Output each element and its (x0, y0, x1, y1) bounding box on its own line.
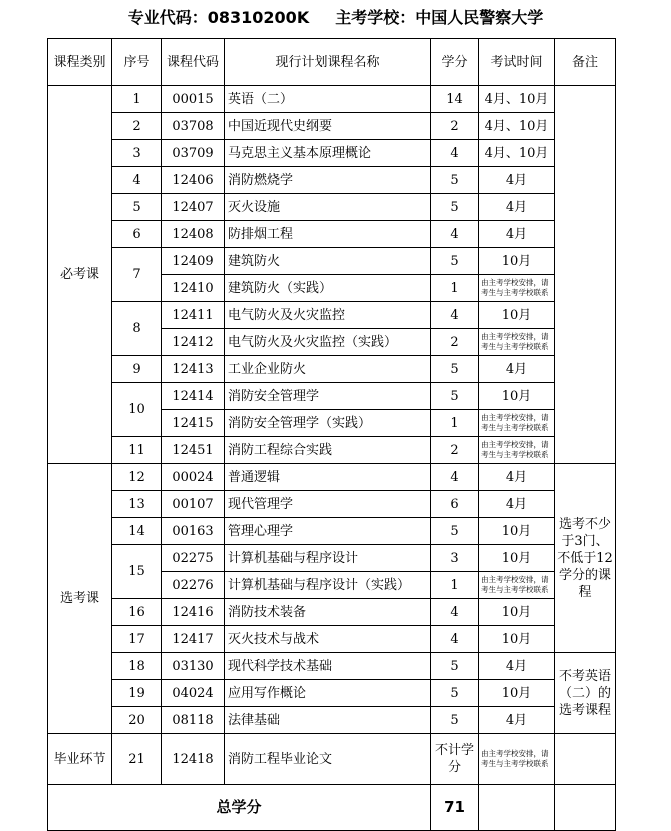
credit-cell: 2 (431, 329, 479, 356)
course-code-cell: 12418 (162, 734, 225, 785)
credit-cell: 2 (431, 437, 479, 464)
table-row (48, 113, 616, 140)
note-cell-graduation (555, 734, 616, 785)
table-row (48, 437, 616, 464)
seq-cell: 11 (112, 437, 162, 464)
col-header-code: 课程代码 (162, 39, 225, 86)
exam-time-cell: 10月 (479, 518, 555, 545)
exam-time-cell: 10月 (479, 545, 555, 572)
course-name-cell: 灭火技术与战术 (225, 626, 431, 653)
table-row (48, 734, 616, 785)
credit-cell: 5 (431, 653, 479, 680)
note-cell-required (555, 86, 616, 464)
exam-time-cell: 10月 (479, 626, 555, 653)
table-row (48, 707, 616, 734)
total-label: 总学分 (48, 785, 431, 831)
exam-time-cell: 4月 (479, 491, 555, 518)
col-header-note: 备注 (555, 39, 616, 86)
course-name-cell: 电气防火及火灾监控 (225, 302, 431, 329)
course-code-cell: 12415 (162, 410, 225, 437)
exam-time-cell: 10月 (479, 383, 555, 410)
col-header-category: 课程类别 (48, 39, 112, 86)
course-code-cell: 00163 (162, 518, 225, 545)
exam-time-cell: 由主考学校安排，请考生与主考学校联系 (479, 437, 555, 464)
seq-cell: 2 (112, 113, 162, 140)
seq-cell: 12 (112, 464, 162, 491)
col-header-credit: 学分 (431, 39, 479, 86)
exam-time-cell: 由主考学校安排，请考生与主考学校联系 (479, 572, 555, 599)
table-row (48, 248, 616, 275)
exam-time-cell: 由主考学校安排，请考生与主考学校联系 (479, 410, 555, 437)
table-row (48, 599, 616, 626)
exam-time-cell: 4月、10月 (479, 86, 555, 113)
seq-cell: 19 (112, 680, 162, 707)
course-name-cell: 消防燃烧学 (225, 167, 431, 194)
major-code: 专业代码：08310200K (127, 8, 310, 27)
exam-time-cell: 10月 (479, 302, 555, 329)
category-required: 必考课 (48, 86, 112, 464)
exam-time-cell: 4月 (479, 221, 555, 248)
credit-cell: 14 (431, 86, 479, 113)
table-row (48, 221, 616, 248)
course-code-cell: 12408 (162, 221, 225, 248)
seq-cell: 16 (112, 599, 162, 626)
table-row (48, 491, 616, 518)
col-header-seq: 序号 (112, 39, 162, 86)
note-elective-a: 选考不少于3门、不低于12学分的课程 (555, 464, 616, 653)
seq-cell: 17 (112, 626, 162, 653)
credit-cell: 4 (431, 221, 479, 248)
page-title (0, 6, 671, 30)
course-code-cell: 08118 (162, 707, 225, 734)
credit-cell: 3 (431, 545, 479, 572)
course-code-cell: 12407 (162, 194, 225, 221)
table-row (48, 626, 616, 653)
course-name-cell: 现代科学技术基础 (225, 653, 431, 680)
exam-time-cell: 10月 (479, 680, 555, 707)
table-row (48, 86, 616, 113)
course-code-cell: 12417 (162, 626, 225, 653)
course-code-cell: 12412 (162, 329, 225, 356)
seq-cell: 4 (112, 167, 162, 194)
exam-time-cell: 由主考学校安排，请考生与主考学校联系 (479, 275, 555, 302)
course-name-cell: 应用写作概论 (225, 680, 431, 707)
exam-time-cell: 由主考学校安排，请考生与主考学校联系 (479, 734, 555, 785)
course-name-cell: 电气防火及火灾监控（实践） (225, 329, 431, 356)
course-name-cell: 消防技术装备 (225, 599, 431, 626)
course-name-cell: 中国近现代史纲要 (225, 113, 431, 140)
seq-cell: 9 (112, 356, 162, 383)
seq-cell: 8 (112, 302, 162, 356)
exam-time-cell: 4月 (479, 356, 555, 383)
course-code-cell: 12409 (162, 248, 225, 275)
credit-cell: 6 (431, 491, 479, 518)
table-row (48, 383, 616, 410)
seq-cell: 3 (112, 140, 162, 167)
credit-cell: 5 (431, 194, 479, 221)
course-name-cell: 建筑防火 (225, 248, 431, 275)
table-row (48, 518, 616, 545)
course-name-cell: 管理心理学 (225, 518, 431, 545)
seq-cell: 7 (112, 248, 162, 302)
course-name-cell: 消防工程毕业论文 (225, 734, 431, 785)
col-header-time: 考试时间 (479, 39, 555, 86)
course-code-cell: 00015 (162, 86, 225, 113)
credit-cell: 4 (431, 626, 479, 653)
seq-cell: 6 (112, 221, 162, 248)
course-code-cell: 12416 (162, 599, 225, 626)
course-code-cell: 03130 (162, 653, 225, 680)
credit-cell: 5 (431, 167, 479, 194)
credit-cell: 4 (431, 140, 479, 167)
course-code-cell: 00107 (162, 491, 225, 518)
course-code-cell: 02275 (162, 545, 225, 572)
course-name-cell: 工业企业防火 (225, 356, 431, 383)
course-code-cell: 03708 (162, 113, 225, 140)
exam-time-cell: 4月 (479, 653, 555, 680)
category-graduation: 毕业环节 (48, 734, 112, 785)
credit-cell: 5 (431, 518, 479, 545)
exam-school: 主考学校：中国人民警察大学 (335, 8, 544, 27)
table-row (48, 140, 616, 167)
total-empty-note (555, 785, 616, 831)
table-row (48, 167, 616, 194)
credit-cell: 不计学分 (431, 734, 479, 785)
col-header-name: 现行计划课程名称 (225, 39, 431, 86)
course-code-cell: 12406 (162, 167, 225, 194)
course-code-cell: 04024 (162, 680, 225, 707)
course-name-cell: 建筑防火（实践） (225, 275, 431, 302)
exam-time-cell: 10月 (479, 248, 555, 275)
course-name-cell: 英语（二） (225, 86, 431, 113)
course-code-cell: 12413 (162, 356, 225, 383)
seq-cell: 13 (112, 491, 162, 518)
category-elective: 选考课 (48, 464, 112, 734)
course-name-cell: 计算机基础与程序设计 (225, 545, 431, 572)
total-credits: 71 (431, 785, 479, 831)
header-row (48, 39, 616, 86)
seq-cell: 1 (112, 86, 162, 113)
course-code-cell: 12410 (162, 275, 225, 302)
course-code-cell: 00024 (162, 464, 225, 491)
course-name-cell: 法律基础 (225, 707, 431, 734)
course-code-cell: 03709 (162, 140, 225, 167)
exam-time-cell: 4月 (479, 464, 555, 491)
note-elective-b: 不考英语（二）的选考课程 (555, 653, 616, 734)
course-name-cell: 灭火设施 (225, 194, 431, 221)
exam-time-cell: 10月 (479, 599, 555, 626)
seq-cell: 5 (112, 194, 162, 221)
course-name-cell: 现代管理学 (225, 491, 431, 518)
exam-time-cell: 4月、10月 (479, 140, 555, 167)
seq-cell: 10 (112, 383, 162, 437)
seq-cell: 15 (112, 545, 162, 599)
seq-cell: 14 (112, 518, 162, 545)
exam-time-cell: 由主考学校安排，请考生与主考学校联系 (479, 329, 555, 356)
table-row (48, 680, 616, 707)
table-row (48, 194, 616, 221)
course-name-cell: 马克思主义基本原理概论 (225, 140, 431, 167)
credit-cell: 5 (431, 248, 479, 275)
credit-cell: 5 (431, 707, 479, 734)
course-name-cell: 消防安全管理学（实践） (225, 410, 431, 437)
table-row (48, 356, 616, 383)
credit-cell: 5 (431, 356, 479, 383)
credit-cell: 4 (431, 599, 479, 626)
course-name-cell: 消防安全管理学 (225, 383, 431, 410)
course-code-cell: 12414 (162, 383, 225, 410)
credit-cell: 5 (431, 383, 479, 410)
course-name-cell: 防排烟工程 (225, 221, 431, 248)
credit-cell: 1 (431, 572, 479, 599)
seq-cell: 18 (112, 653, 162, 680)
exam-time-cell: 4月、10月 (479, 113, 555, 140)
exam-time-cell: 4月 (479, 167, 555, 194)
course-table (47, 38, 616, 831)
table-row (48, 653, 616, 680)
table-row (48, 545, 616, 572)
credit-cell: 1 (431, 275, 479, 302)
course-code-cell: 12411 (162, 302, 225, 329)
credit-cell: 1 (431, 410, 479, 437)
course-code-cell: 02276 (162, 572, 225, 599)
seq-cell: 20 (112, 707, 162, 734)
credit-cell: 4 (431, 464, 479, 491)
credit-cell: 2 (431, 113, 479, 140)
course-name-cell: 普通逻辑 (225, 464, 431, 491)
exam-time-cell: 4月 (479, 194, 555, 221)
seq-cell: 21 (112, 734, 162, 785)
course-name-cell: 消防工程综合实践 (225, 437, 431, 464)
course-name-cell: 计算机基础与程序设计（实践） (225, 572, 431, 599)
table-row (48, 302, 616, 329)
credit-cell: 5 (431, 680, 479, 707)
course-code-cell: 12451 (162, 437, 225, 464)
total-row (48, 785, 616, 831)
exam-time-cell: 4月 (479, 707, 555, 734)
total-empty-time (479, 785, 555, 831)
table-row (48, 464, 616, 491)
credit-cell: 4 (431, 302, 479, 329)
